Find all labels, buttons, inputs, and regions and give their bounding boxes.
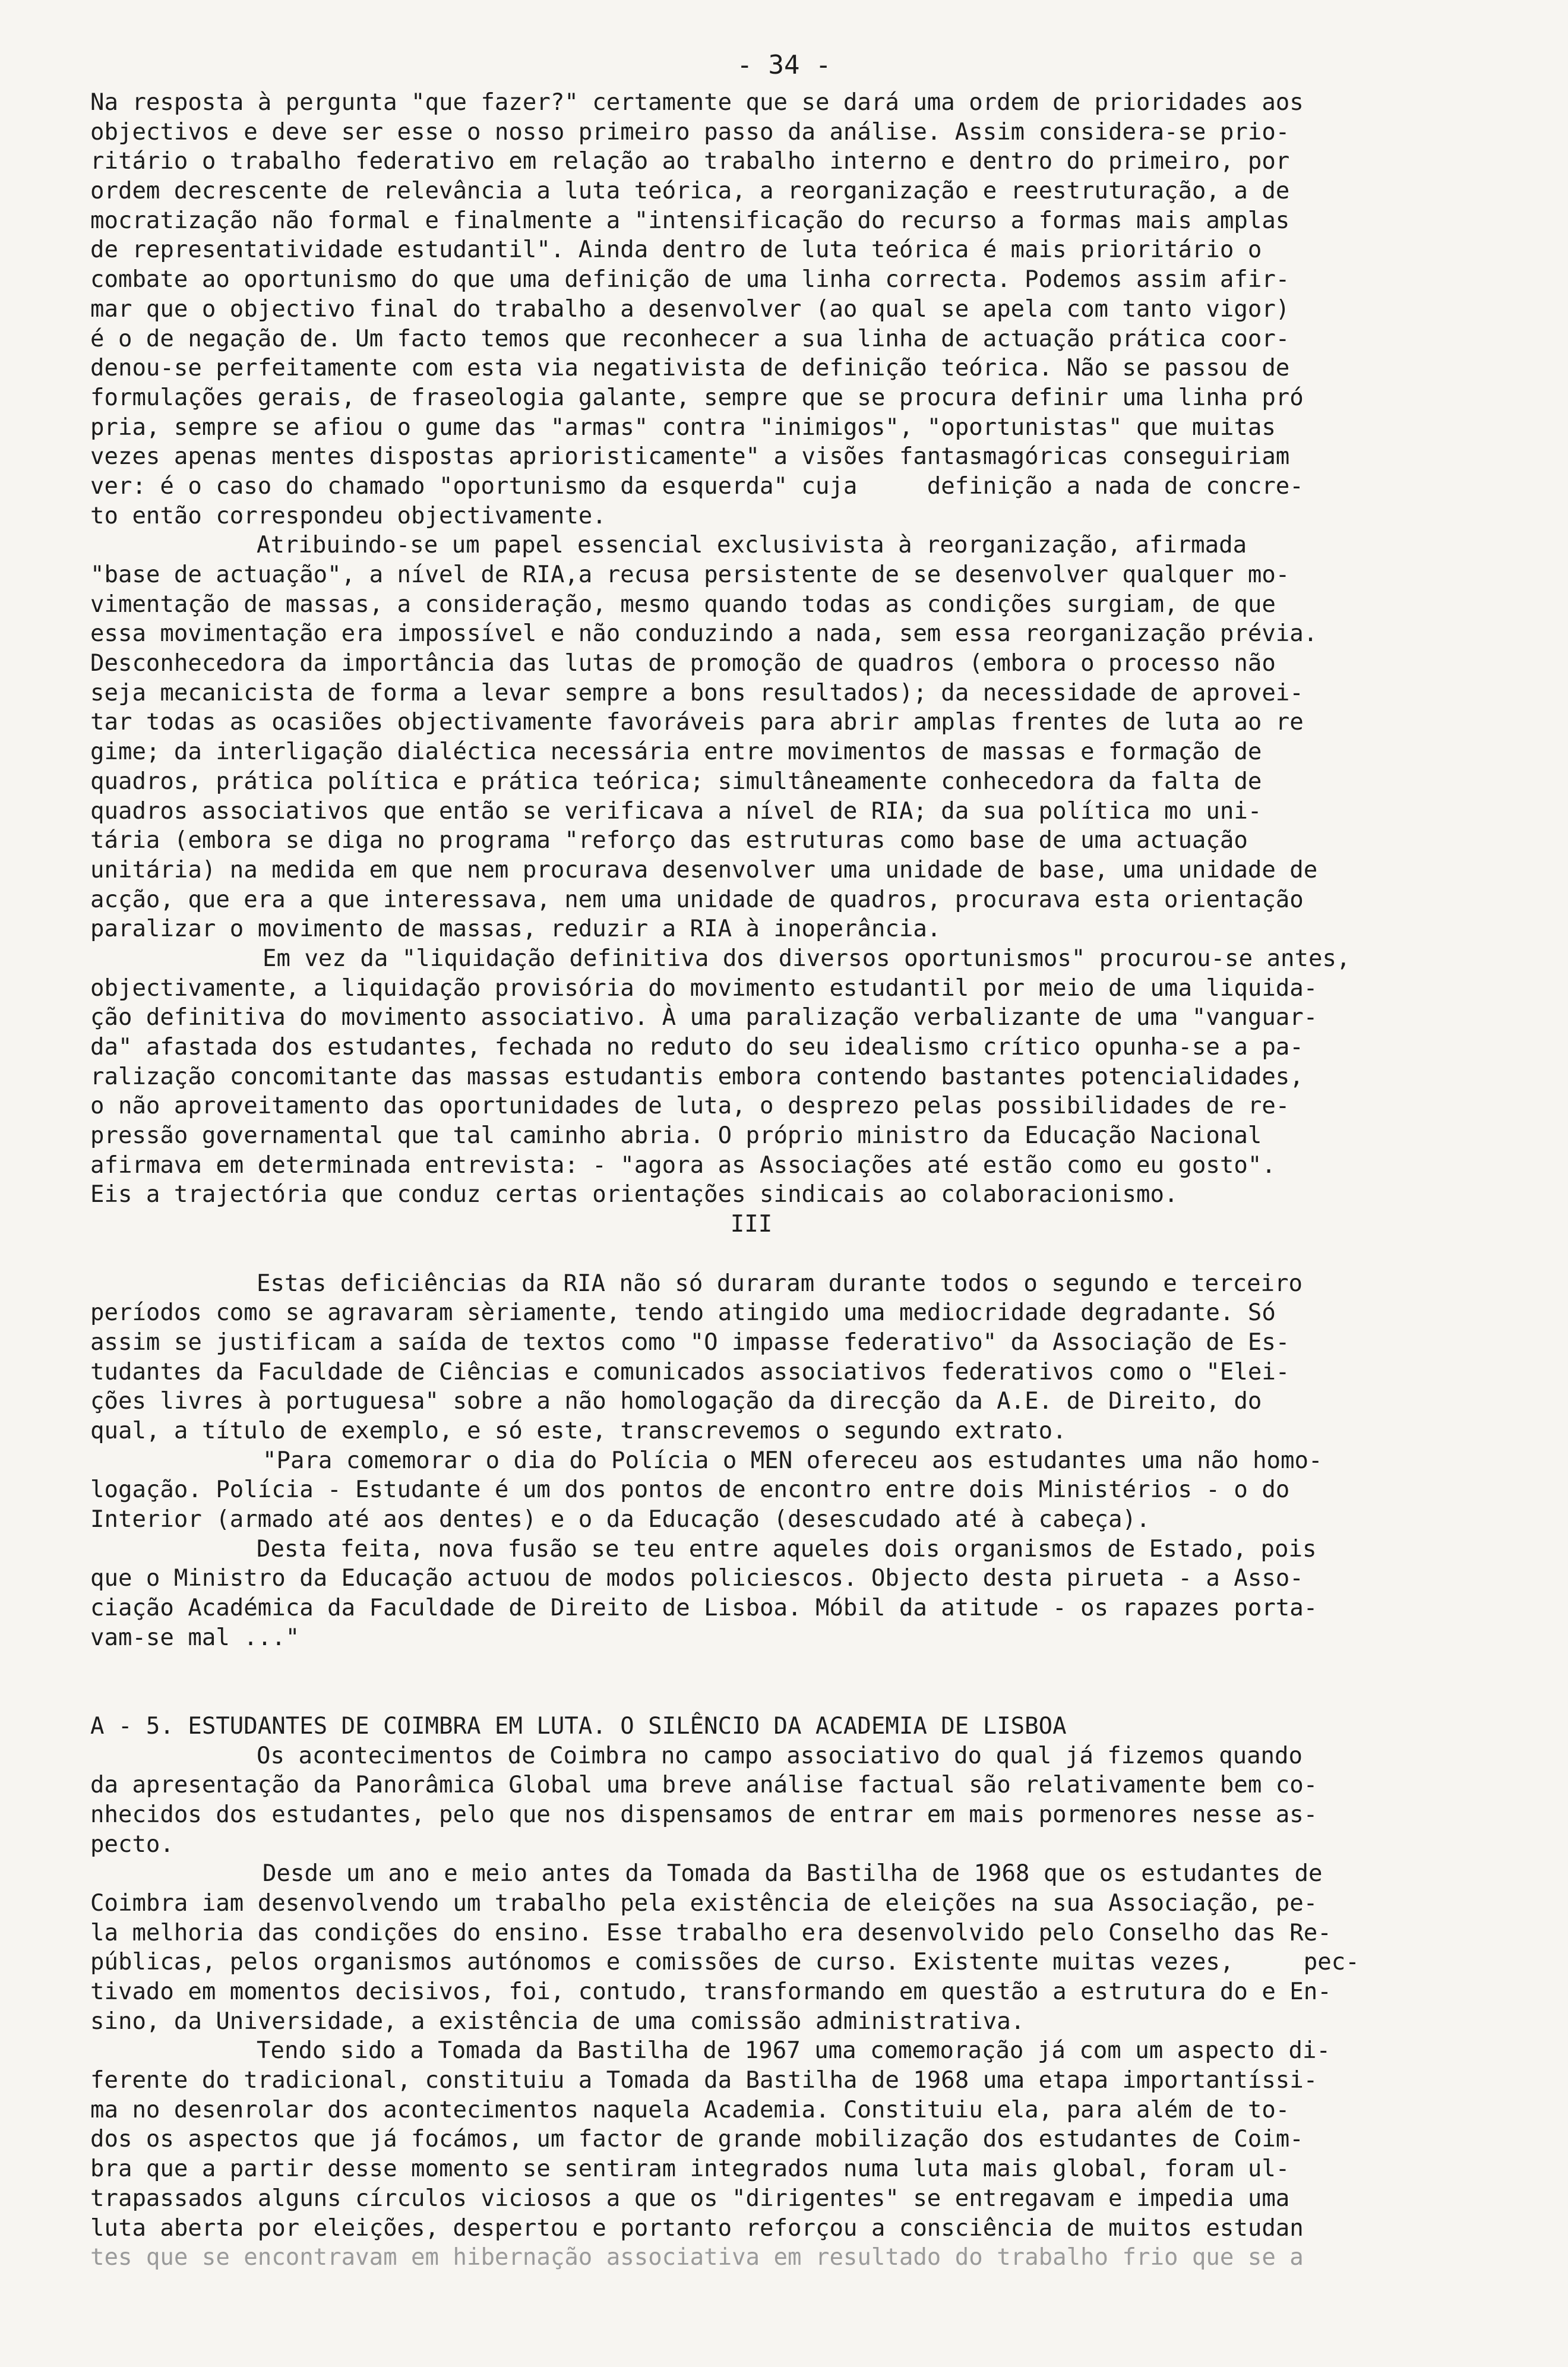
text-line: tária (embora se diga no programa "reforço das estruturas como base de uma actuação bbox=[90, 827, 1248, 854]
text-line: quadros associativos que então se verificava a nível de RIA; da sua política mo uni- bbox=[90, 797, 1262, 825]
text-line: Coimbra iam desenvolvendo um trabalho pela existência de eleições na sua Associação, pe- bbox=[90, 1889, 1318, 1917]
text-line: ordem decrescente de relevância a luta teórica, a reorganização e reestruturação, a de bbox=[90, 178, 1290, 205]
text-line: logação. Polícia - Estudante é um dos pontos de encontro entre dois Ministérios - o do bbox=[90, 1476, 1290, 1504]
text-line: Em vez da "liquidação definitiva dos diversos oportunismos" procurou-se antes, bbox=[263, 945, 1351, 972]
paragraph-bastilha-1968 bbox=[90, 1859, 1412, 2036]
text-line: objectivamente, a liquidação provisória do movimento estudantil por meio de uma liquida- bbox=[90, 974, 1318, 1002]
text-line: nhecidos dos estudantes, pelo que nos dispensamos de entrar em mais pormenores nesse as- bbox=[90, 1801, 1318, 1828]
document-body bbox=[90, 88, 1412, 2273]
paragraph-reorganizacao bbox=[90, 531, 1412, 944]
text-line: vam-se mal ..." bbox=[90, 1624, 300, 1651]
section-numeral: III bbox=[730, 1211, 773, 1238]
text-line: paralizar o movimento de massas, reduzir a RIA à inoperância. bbox=[90, 916, 941, 943]
text-line: seja mecanicista de forma a levar sempre a bons resultados); da necessidade de aprovei- bbox=[90, 679, 1304, 706]
text-line: da apresentação da Panorâmica Global uma breve análise factual são relativamente bem co- bbox=[90, 1772, 1318, 1799]
text-line: tivado em momentos decisivos, foi, contudo, transformando em questão a estrutura do e En- bbox=[90, 1978, 1332, 2005]
section-heading: A - 5. ESTUDANTES DE COIMBRA EM LUTA. O SILÊNCIO DA ACADEMIA DE LISBOA bbox=[90, 1712, 1067, 1740]
text-line: pressão governamental que tal caminho abria. O próprio ministro da Educação Nacional bbox=[90, 1122, 1262, 1150]
text-line: mar que o objectivo final do trabalho a desenvolver (ao qual se apela com tanto vigor) bbox=[90, 295, 1290, 323]
text-line: Na resposta à pergunta "que fazer?" certamente que se dará uma ordem de prioridades aos bbox=[90, 89, 1304, 116]
text-line: Eis a trajectória que conduz certas orientações sindicais ao colaboracionismo. bbox=[90, 1181, 1178, 1208]
text-line: "Para comemorar o dia do Polícia o MEN ofereceu aos estudantes uma não homo- bbox=[263, 1447, 1323, 1474]
text-line: ferente do tradicional, constituiu a Tomada da Bastilha de 1968 uma etapa importantíssi- bbox=[90, 2067, 1318, 2094]
text-line: mocratização não formal e finalmente a "intensificação do recurso a formas mais amplas bbox=[90, 207, 1290, 234]
text-line: Desta feita, nova fusão se teu entre aqueles dois organismos de Estado, pois bbox=[257, 1535, 1317, 1563]
spacer bbox=[90, 1239, 1412, 1269]
text-line: vimentação de massas, a consideração, mesmo quando todas as condições surgiam, de que bbox=[90, 591, 1276, 618]
text-line: qual, a título de exemplo, e só este, transcrevemos o segundo extrato. bbox=[90, 1417, 1067, 1444]
text-line: Os acontecimentos de Coimbra no campo associativo do qual já fizemos quando bbox=[257, 1742, 1303, 1769]
text-line: unitária) na medida em que nem procurava desenvolver uma unidade de base, uma unidade de bbox=[90, 856, 1318, 883]
text-line: ção definitiva do movimento associativo. À uma paralização verbalizante de uma "vanguar- bbox=[90, 1004, 1318, 1031]
text-line: Desde um ano e meio antes da Tomada da Bastilha de 1968 que os estudantes de bbox=[263, 1860, 1323, 1888]
text-line: pecto. bbox=[90, 1831, 174, 1858]
text-line: dos os aspectos que já focámos, um factor de grande mobilização dos estudantes de Coim- bbox=[90, 2126, 1304, 2153]
text-line: tudantes da Faculdade de Ciências e comunicados associativos federativos como o "Elei- bbox=[90, 1358, 1290, 1386]
paragraph-deficiencias bbox=[90, 1269, 1412, 1446]
paragraph-liquidacao bbox=[90, 944, 1412, 1210]
text-line: la melhoria das condições do ensino. Esse trabalho era desenvolvido pelo Conselho das Re- bbox=[90, 1919, 1332, 1946]
paragraph-coimbra bbox=[90, 1741, 1412, 1860]
text-line: formulações gerais, de fraseologia galante, sempre que se procura definir uma linha pró bbox=[90, 384, 1304, 411]
text-line: gime; da interligação dialéctica necessária entre movimentos de massas e formação de bbox=[90, 738, 1262, 766]
text-line: quadros, prática política e prática teórica; simultâneamente conhecedora da falta de bbox=[90, 768, 1262, 795]
spacer bbox=[90, 1682, 1412, 1712]
quoted-extract bbox=[90, 1446, 1412, 1653]
text-line: que o Ministro da Educação actuou de modos policiescos. Objecto desta pirueta - a Asso- bbox=[90, 1565, 1304, 1592]
text-line: Tendo sido a Tomada da Bastilha de 1967 uma comemoração já com um aspecto di- bbox=[257, 2037, 1330, 2065]
text-line: combate ao oportunismo do que uma definição de uma linha correcta. Podemos assim afir- bbox=[90, 266, 1290, 293]
text-line: essa movimentação era impossível e não conduzindo a nada, sem essa reorganização prévia. bbox=[90, 620, 1318, 648]
text-line: sino, da Universidade, a existência de uma comissão administrativa. bbox=[90, 2008, 1025, 2035]
text-line: ciação Académica da Faculdade de Direito de Lisboa. Móbil da atitude - os rapazes porta- bbox=[90, 1595, 1318, 1622]
text-line: denou-se perfeitamente com esta via negativista de definição teórica. Não se passou de bbox=[90, 355, 1290, 382]
text-line: afirmava em determinada entrevista: - "agora as Associações até estão como eu gosto". bbox=[90, 1151, 1276, 1179]
text-line: Estas deficiências da RIA não só duraram durante todos o segundo e terceiro bbox=[257, 1270, 1303, 1297]
text-line: vezes apenas mentes dispostas aprioristicamente" a visões fantasmagóricas conseguiriam bbox=[90, 443, 1290, 471]
text-line: ções livres à portuguesa" sobre a não homologação da direcção da A.E. de Direito, do bbox=[90, 1388, 1262, 1415]
text-line: to então correspondeu objectivamente. bbox=[90, 502, 606, 529]
text-line: é o de negação de. Um facto temos que reconhecer a sua linha de actuação prática coor- bbox=[90, 325, 1290, 352]
paragraph-bastilha-1967 bbox=[90, 2036, 1412, 2273]
text-line: Atribuindo-se um papel essencial exclusivista à reorganização, afirmada bbox=[257, 532, 1247, 559]
text-line: ma no desenrolar dos acontecimentos naquela Academia. Constituiu ela, para além de to- bbox=[90, 2096, 1290, 2123]
text-line: Interior (armado até aos dentes) e o da Educação (desescudado até à cabeça). bbox=[90, 1506, 1150, 1533]
spacer bbox=[90, 1652, 1412, 1682]
text-line: objectivos e deve ser esse o nosso primeiro passo da análise. Assim considera-se prio- bbox=[90, 118, 1290, 146]
text-line: Desconhecedora da importância das lutas de promoção de quadros (embora o processo não bbox=[90, 650, 1276, 677]
text-line: luta aberta por eleições, despertou e portanto reforçou a consciência de muitos estudan bbox=[90, 2214, 1304, 2242]
paragraph-que-fazer bbox=[90, 88, 1412, 531]
text-line: ver: é o caso do chamado "oportunismo da esquerda" cuja definição a nada de concre- bbox=[90, 472, 1304, 500]
text-line: da" afastada dos estudantes, fechada no reduto do seu idealismo crítico opunha-se a pa- bbox=[90, 1034, 1304, 1061]
text-line: assim se justificam a saída de textos como "O impasse federativo" da Associação de Es- bbox=[90, 1328, 1290, 1356]
text-line: de representatividade estudantil". Ainda dentro de luta teórica é mais prioritário o bbox=[90, 236, 1262, 264]
text-line: públicas, pelos organismos autónomos e comissões de curso. Existente muitas vezes, pec- bbox=[90, 1949, 1360, 1976]
text-line: tes que se encontravam em hibernação associativa em resultado do trabalho frio que se a bbox=[90, 2244, 1304, 2271]
text-line: "base de actuação", a nível de RIA,a recusa persistente de se desenvolver qualquer mo- bbox=[90, 561, 1290, 588]
text-line: ritário o trabalho federativo em relação ao trabalho interno e dentro do primeiro, por bbox=[90, 148, 1290, 175]
text-line: períodos como se agravaram sèriamente, tendo atingido uma mediocridade degradante. Só bbox=[90, 1299, 1276, 1327]
text-line: bra que a partir desse momento se sentiram integrados numa luta mais global, foram ul- bbox=[90, 2155, 1290, 2183]
text-line: pria, sempre se afiou o gume das "armas" contra "inimigos", "oportunistas" que muitas bbox=[90, 414, 1276, 441]
text-line: ralização concomitante das massas estudantis embora contendo bastantes potencialidades, bbox=[90, 1063, 1304, 1090]
text-line: o não aproveitamento das oportunidades de luta, o desprezo pelas possibilidades de re- bbox=[90, 1093, 1290, 1120]
text-line: acção, que era a que interessava, nem uma unidade de quadros, procurava esta orientação bbox=[90, 886, 1304, 913]
text-line: trapassados alguns círculos viciosos a que os "dirigentes" se entregavam e impedia uma bbox=[90, 2185, 1290, 2212]
text-line: tar todas as ocasiões objectivamente favoráveis para abrir amplas frentes de luta ao re bbox=[90, 709, 1304, 736]
page-number: - 34 - bbox=[736, 50, 832, 80]
